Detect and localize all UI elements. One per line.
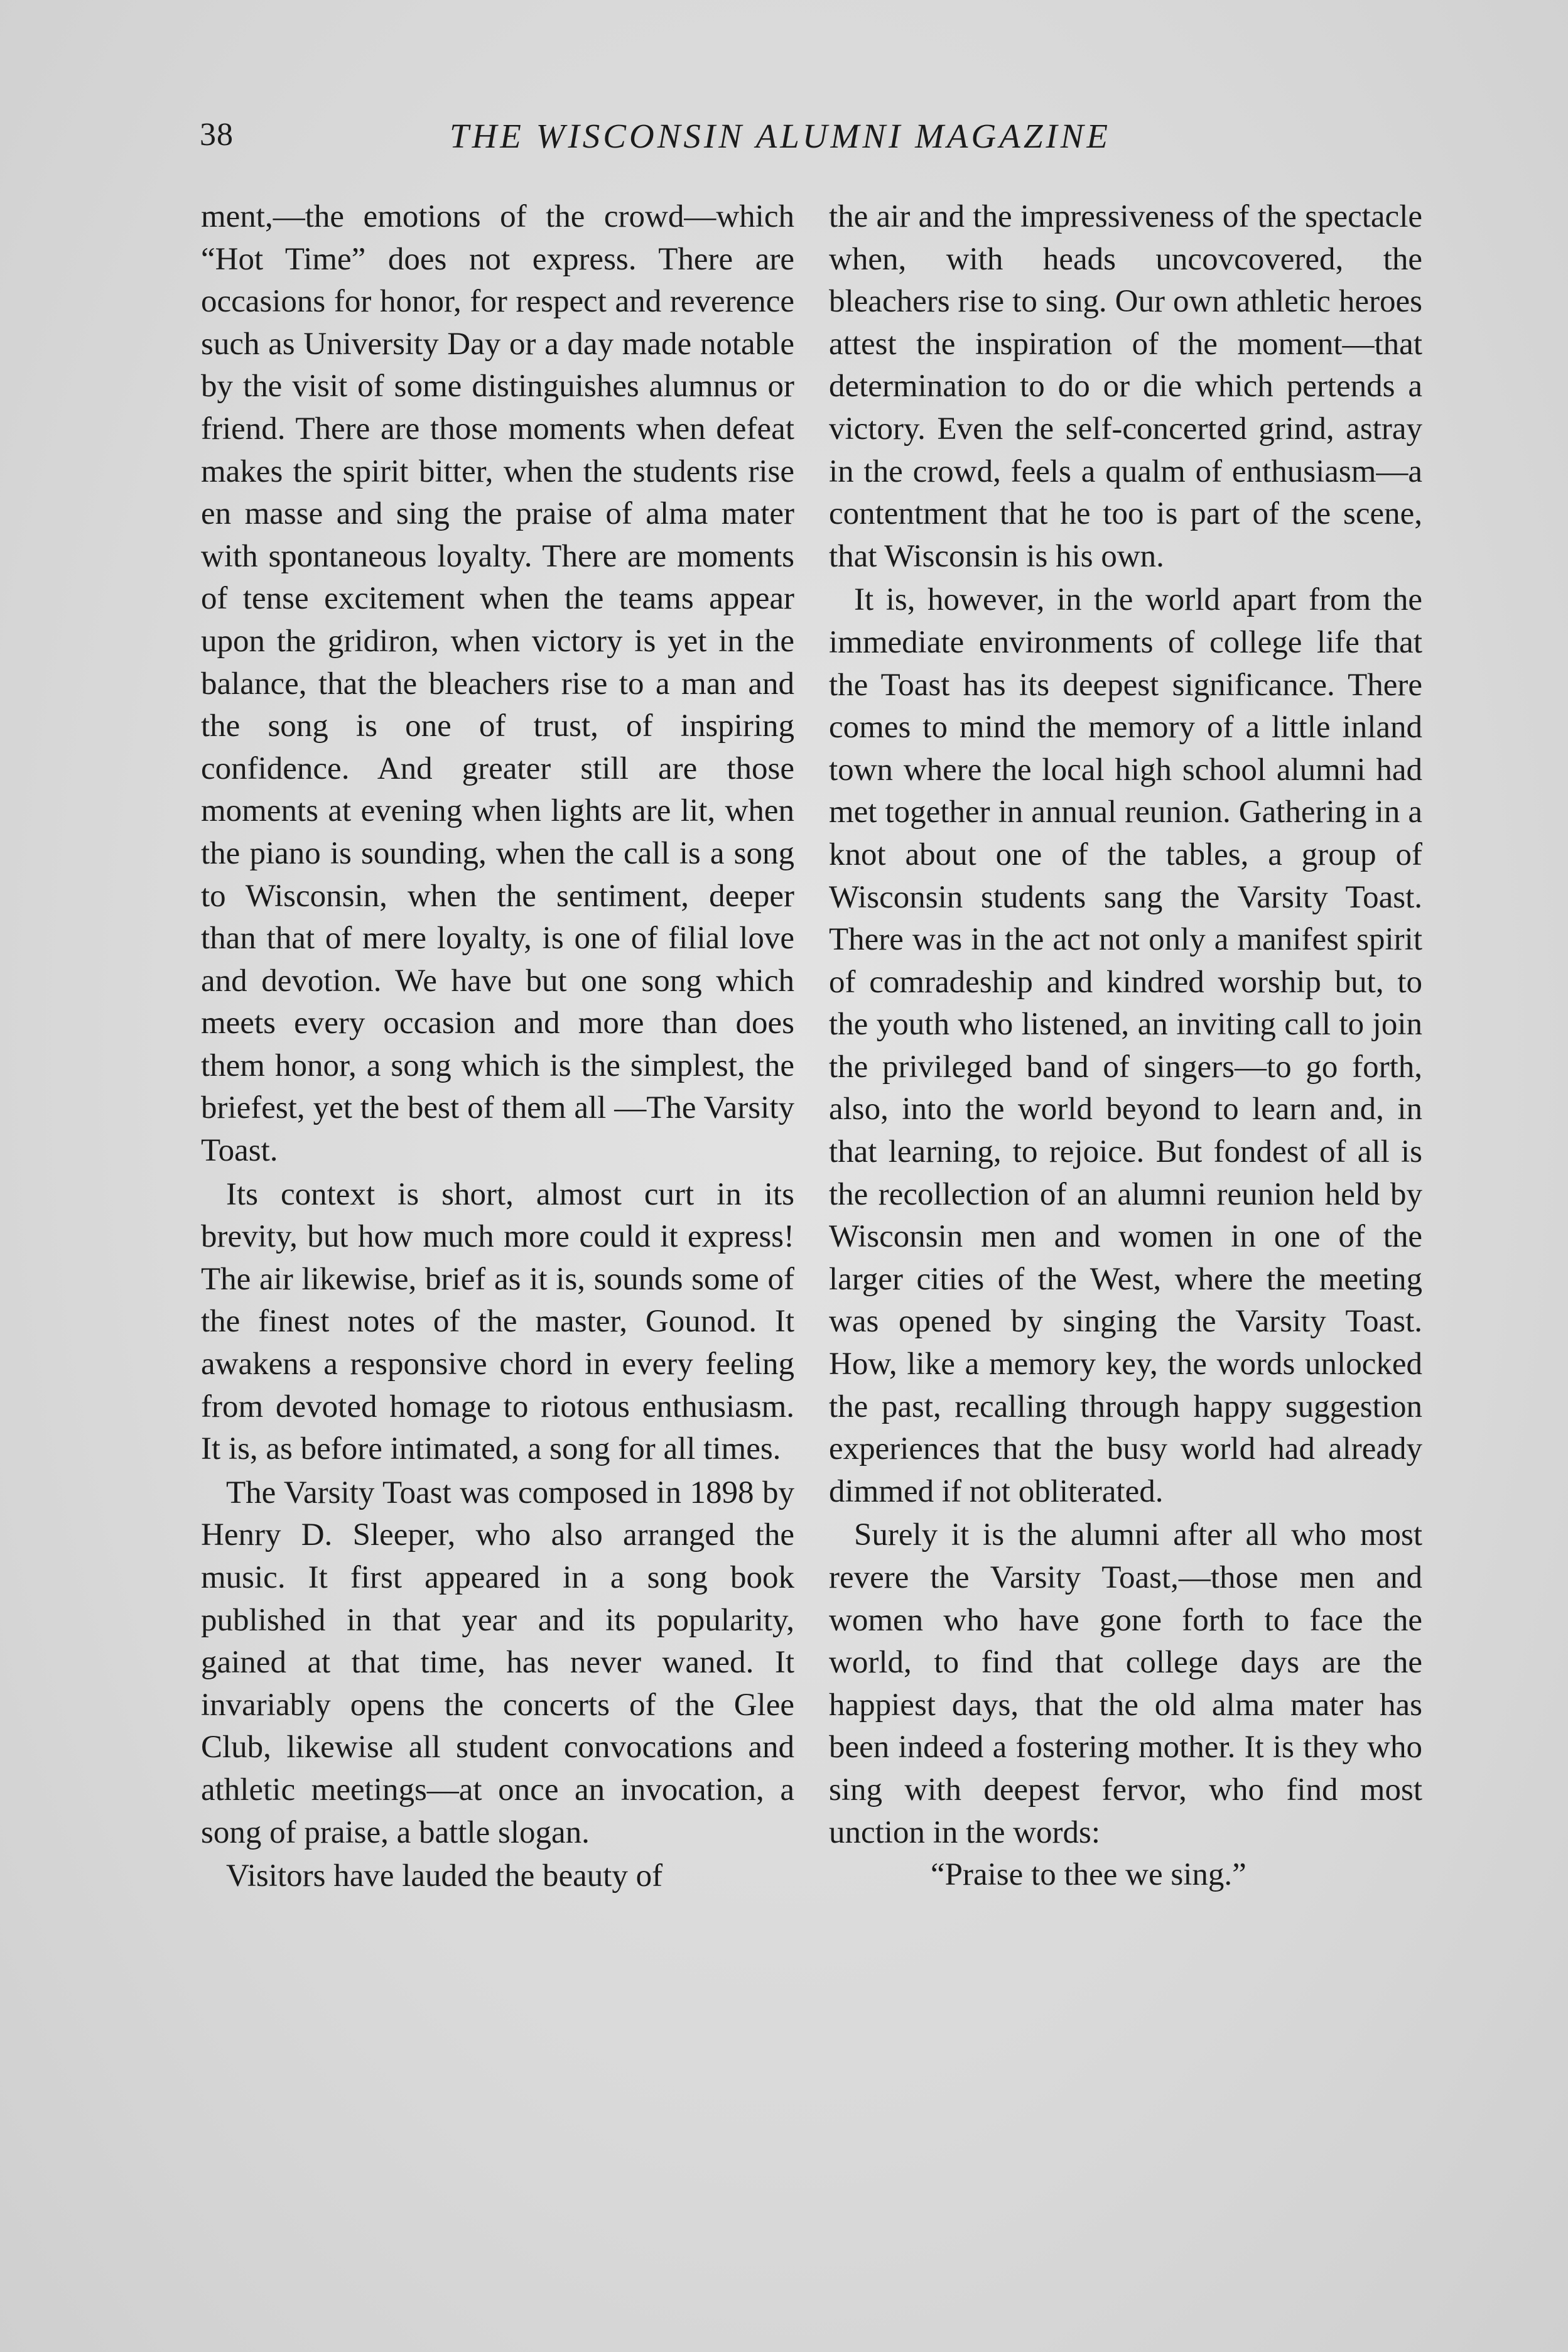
paragraph: the air and the impressiveness of the spectacle when, with heads uncovcovered, the bleachers rise to sing. Our own athletic heroes attest the inspiration of the moment—that determination to do or die which pertends a victory. Even the self-concerted grind, astray in the crowd, feels a qualm of enthusiasm—a contentment that he too is part of the scene, that Wisconsin is his own. bbox=[829, 199, 1422, 574]
right-column bbox=[829, 196, 1422, 1897]
left-column bbox=[201, 196, 794, 1898]
paragraph: ment,—the emotions of the crowd—which “Hot Time” does not express. There are occasions for honor, for respect and reverence such as University Day or a day made notable by the visit of some distinguishes alumnus or friend. There are those moments when defeat makes the spirit bitter, when the students rise en masse and sing the praise of alma mater with spontaneous loyalty. There are moments of tense excitement when the teams appear upon the gridiron, when victory is yet in the balance, that the bleachers rise to a man and the song is one of trust, of inspiring confidence. And greater still are those moments at evening when lights are lit, when the piano is sounding, when the call is a song to Wisconsin, when the sentiment, deeper than that of mere loyalty, is one of filial love and devotion. We have but one song which meets every occasion and more than does them honor, a song which is the simplest, the briefest, yet the best of them all —The Varsity Toast. bbox=[201, 199, 794, 1169]
paragraph: It is, however, in the world apart from the immediate environments of college life that the Toast has its deepest significance. There comes to mind the memory of a little inland town where the local high school alumni had met together in annual reunion. Gathering in a knot about one of the tables, a group of Wisconsin students sang the Varsity Toast. There was in the act not only a manifest spirit of comradeship and kindred worship but, to the youth who listened, an inviting call to join the privileged band of singers—to go forth, also, into the world beyond to learn and, in that learning, to rejoice. But fondest of all is the recollection of an alumni reunion held by Wisconsin men and women in one of the larger cities of the West, where the meeting was opened by singing the Varsity Toast. How, like a memory key, the words unlocked the past, recalling through happy suggestion experiences that the busy world had already dimmed if not obliterated. bbox=[829, 582, 1422, 1509]
closing-quote: “Praise to thee we sing.” bbox=[931, 1857, 1246, 1893]
paragraph: The Varsity Toast was composed in 1898 by Henry D. Sleeper, who also arranged the music. It first appeared in a song book published in that year and its popularity, gained at that time, has never waned. It invariably opens the concerts of the Glee Club, likewise all student convocations and athletic meetings—at once an invocation, a song of praise, a battle slogan. bbox=[201, 1475, 794, 1850]
page-number: 38 bbox=[200, 117, 234, 153]
running-title: THE WISCONSIN ALUMNI MAGAZINE bbox=[450, 117, 1111, 155]
page-header bbox=[200, 116, 1430, 160]
paragraph: Its context is short, almost curt in its brevity, but how much more could it express! The air likewise, brief as it is, sounds some of the finest notes of the master, Gounod. It awakens a responsive chord in every feeling from devoted homage to riotous enthusiasm. It is, as before intimated, a song for all times. bbox=[201, 1176, 794, 1467]
paragraph: Visitors have lauded the beauty of bbox=[226, 1858, 663, 1894]
paragraph: Surely it is the alumni after all who most revere the Varsity Toast,—those men and women who have gone forth to face the world, to find that college days are the happiest days, that the old alma mater has been indeed a fostering mother. It is they who sing with deepest fervor, who find most unction in the words: bbox=[829, 1517, 1422, 1850]
